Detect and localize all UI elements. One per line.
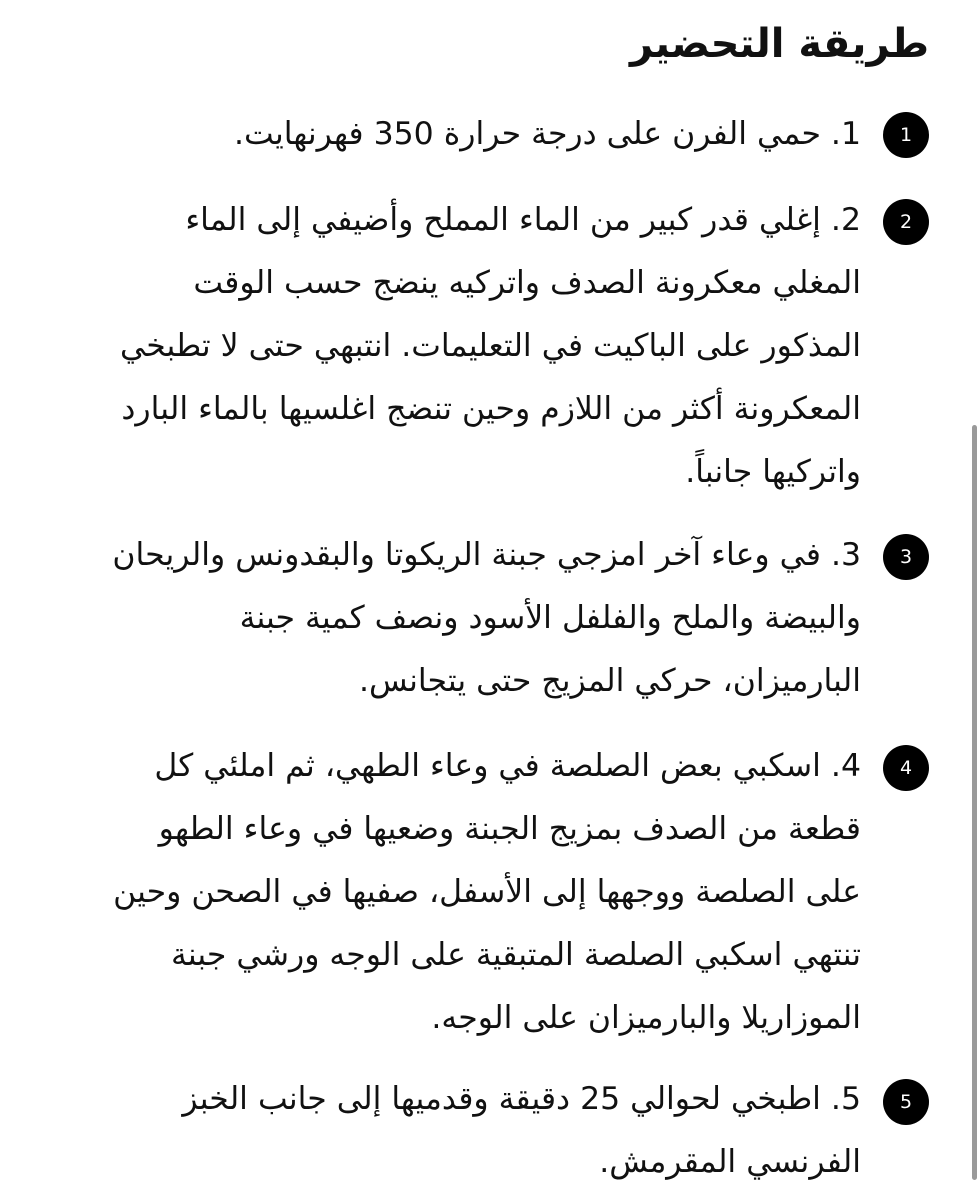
step-text-line: المعكرونة أكثر من اللازم وحين تنضج اغلسيها بالماء البارد: [121, 391, 861, 427]
step-text-line: تنتهي اسكبي الصلصة المتبقية على الوجه ورشي جبنة: [170, 937, 861, 973]
step-text: [113, 735, 861, 1050]
step-text-line: واتركيها جانباً.: [685, 454, 861, 490]
step-number-badge: 3: [883, 534, 929, 580]
step-text: [234, 103, 861, 166]
step-text-line: المذكور على الباكيت في التعليمات. انتبهي حتى لا تطبخي: [119, 328, 861, 364]
step-number-badge: 4: [883, 745, 929, 791]
step-text-line: 5. اطبخي لحوالي 25 دقيقة وقدميها إلى جانب الخبز: [182, 1081, 861, 1117]
section-title: طريقة التحضير: [629, 21, 929, 67]
step-text-line: 1. حمي الفرن على درجة حرارة 350 فهرنهايت.: [234, 116, 861, 152]
step-text: [182, 1068, 861, 1194]
step-number-badge: 1: [883, 112, 929, 158]
step-text: [120, 189, 861, 504]
step-text-line: على الصلصة ووجهها إلى الأسفل، صفيها في الصحن وحين: [113, 874, 861, 910]
step-number-badge: 2: [883, 199, 929, 245]
step-text-line: 2. إغلي قدر كبير من الماء المملح وأضيفي إلى الماء: [185, 202, 861, 238]
step-text-line: المغلي معكرونة الصدف واتركيه ينضج حسب الوقت: [193, 265, 861, 301]
step-text-line: 3. في وعاء آخر امزجي جبنة الريكوتا والبقدونس والريحان: [112, 537, 861, 573]
step-text-line: والبيضة والملح والفلفل الأسود ونصف كمية جبنة: [239, 600, 861, 636]
step-text-line: قطعة من الصدف بمزيج الجبنة وضعيها في وعاء الطهو: [158, 811, 861, 847]
step-text-line: 4. اسكبي بعض الصلصة في وعاء الطهي، ثم املئي كل: [154, 748, 861, 784]
step-text-line: البارميزان، حركي المزيج حتى يتجانس.: [358, 663, 861, 699]
step-text-line: الموزاريلا والبارميزان على الوجه.: [431, 1000, 861, 1036]
step-text-line: الفرنسي المقرمش.: [599, 1144, 861, 1180]
step-text: [112, 524, 861, 713]
vertical-scrollbar[interactable]: [972, 425, 977, 1180]
step-number-badge: 5: [883, 1079, 929, 1125]
